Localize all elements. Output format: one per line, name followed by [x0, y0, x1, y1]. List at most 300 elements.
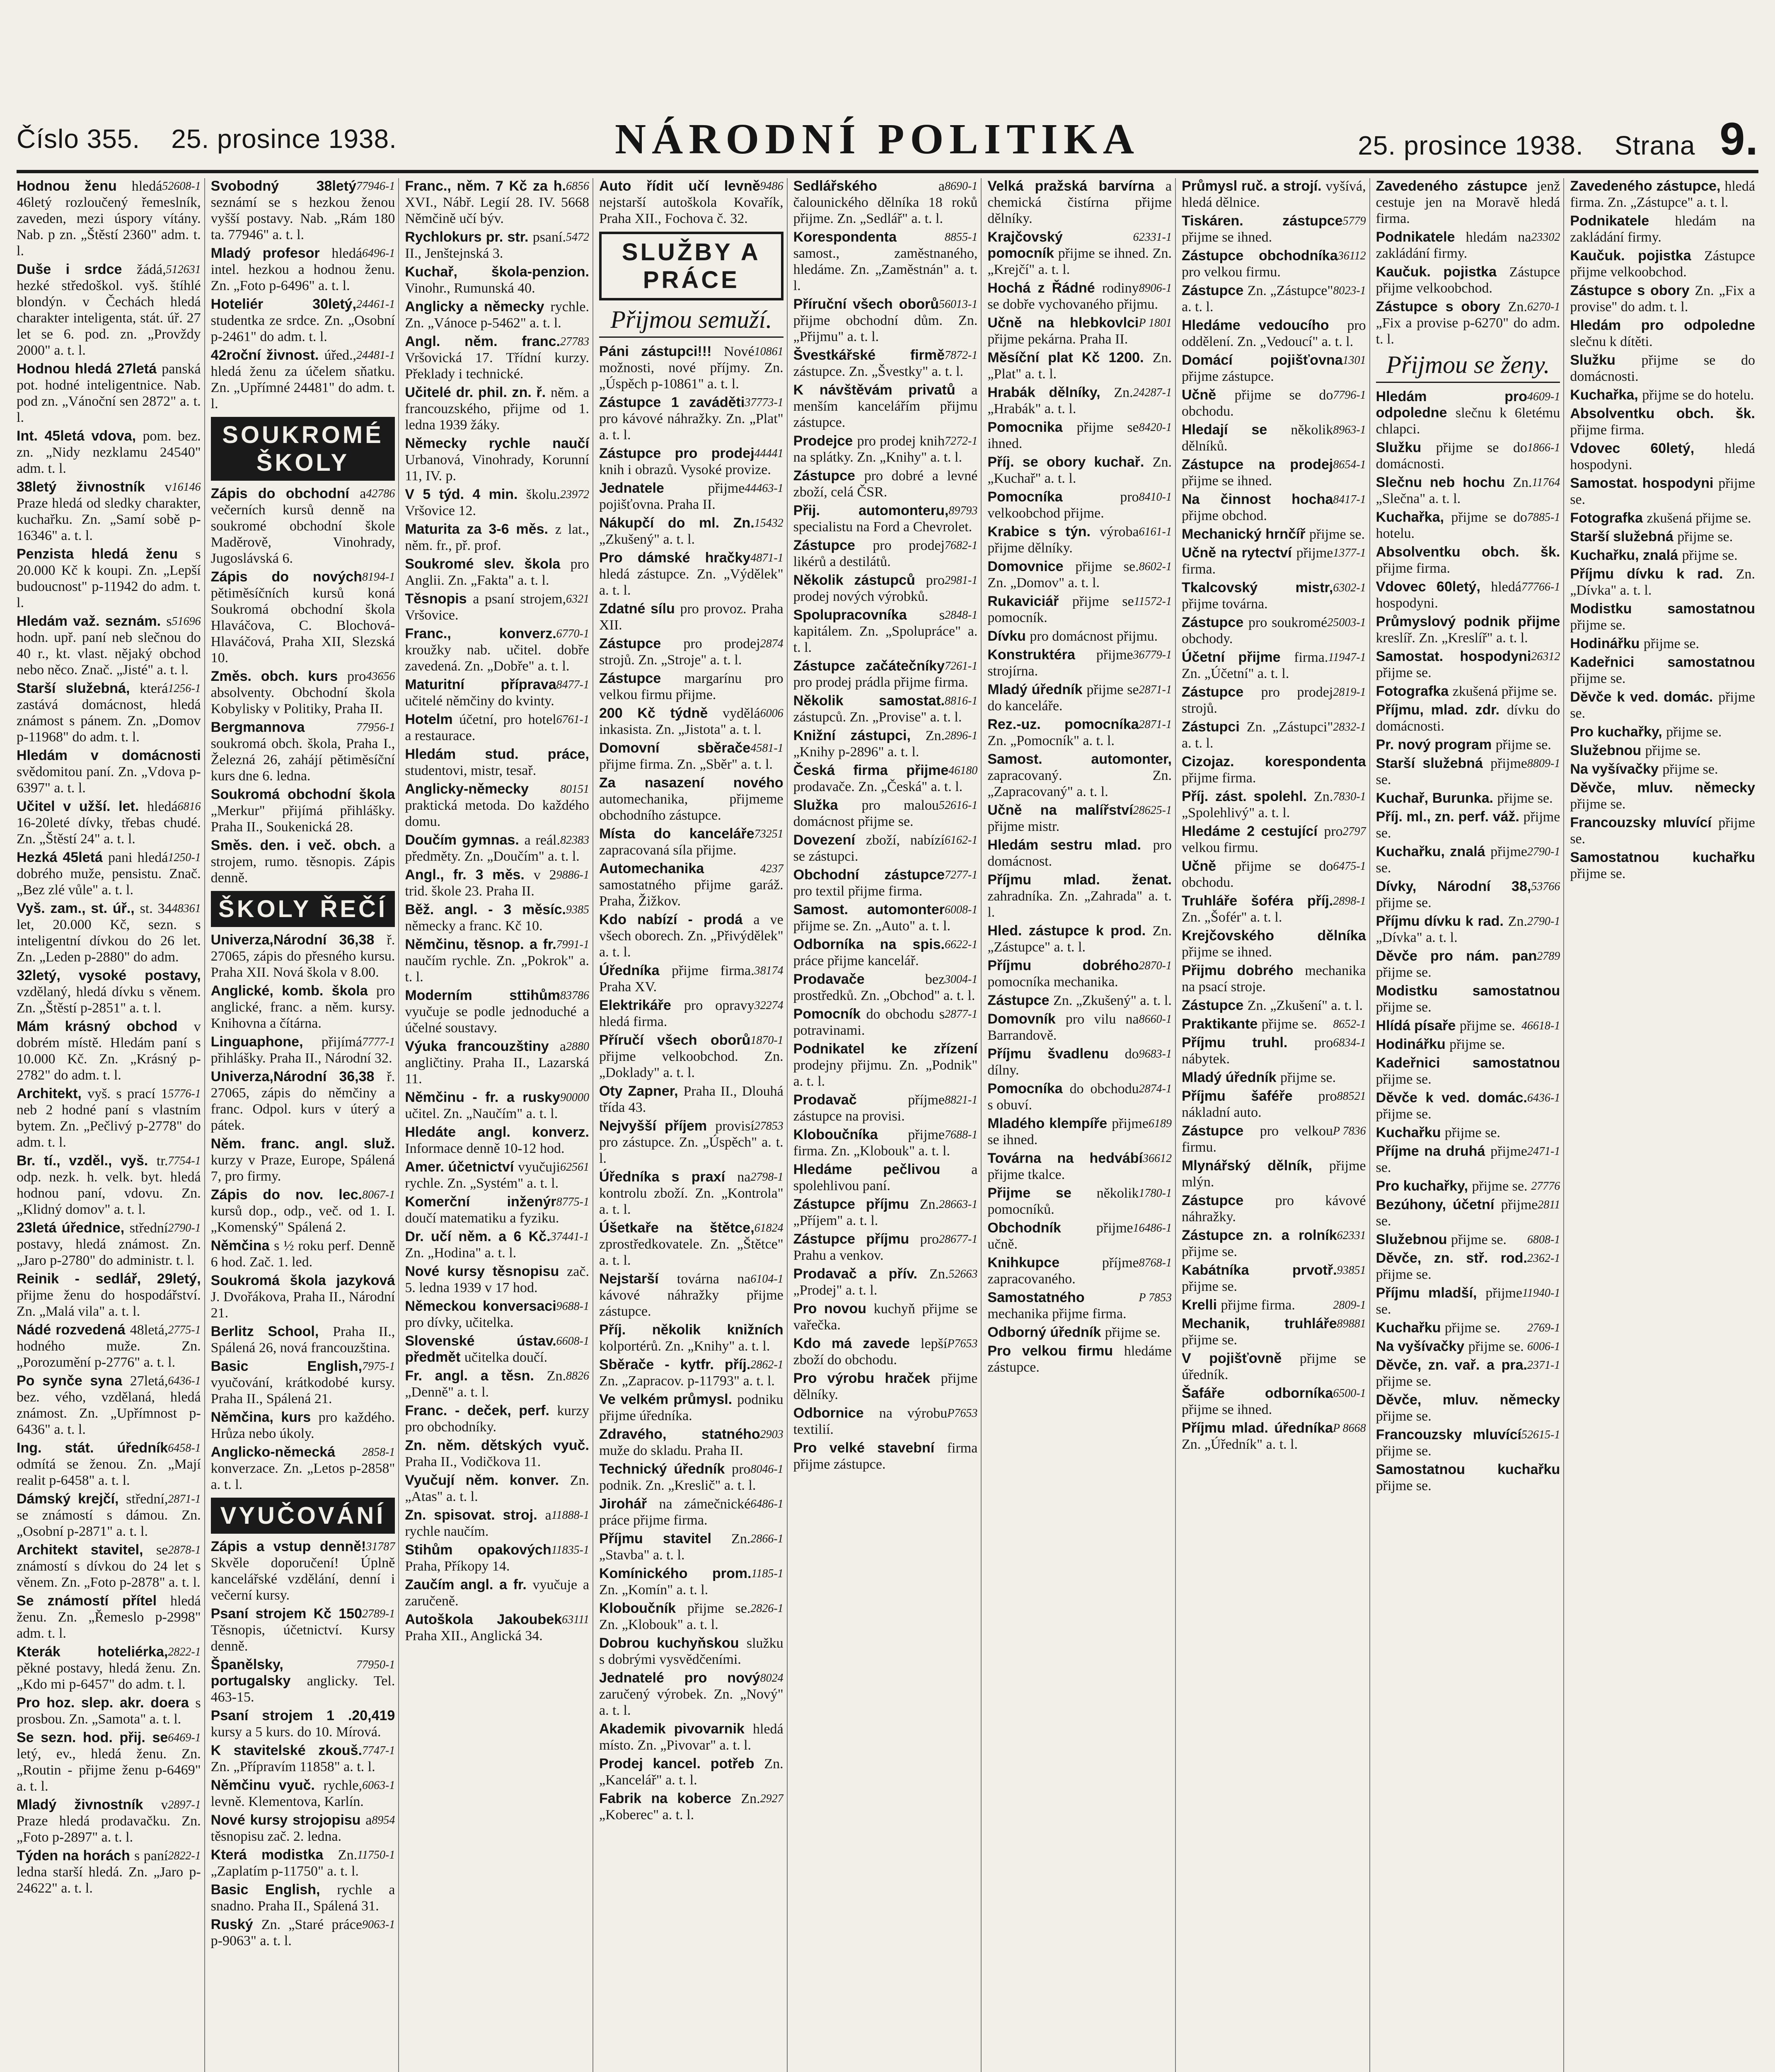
ad-heading: Francouzsky mluvící — [1376, 1427, 1521, 1443]
ad-body: prodavače. Zn. „Česká" a. t. l. — [793, 779, 963, 794]
ad-body: odmítá se ženou. Zn. „Mají realit p-6458" a. t. l. — [17, 1457, 201, 1488]
ad-body: přijme se. — [1376, 844, 1527, 876]
classified-ad — [405, 832, 589, 864]
ad-code: 6496-1 — [362, 247, 395, 260]
ad-body: přijme firma. Zn. „Klobouk" a. t. l. — [793, 1127, 950, 1159]
ad-heading: Franc., něm. 7 Kč za h. — [405, 178, 566, 194]
ad-code: P 8668 — [1333, 1422, 1366, 1435]
ad-heading: Spolupracovníka — [793, 607, 939, 623]
ad-body: pro Anglii. Zn. „Fakta" a. t. l. — [405, 557, 589, 588]
ad-heading: Služka — [793, 797, 862, 813]
ad-body: pro malou domácnost přijme se. — [793, 798, 939, 829]
classified-ad — [599, 1426, 784, 1459]
ad-code: 36612 — [1142, 1152, 1172, 1165]
classified-ad — [405, 1438, 589, 1470]
classified-ad — [987, 1343, 1172, 1375]
classified-ad — [1182, 649, 1366, 682]
ad-heading: Knihkupce — [987, 1255, 1102, 1271]
ad-body: žádá, hezké středoškol. vyš. štíhlé blondýn. v Čechách hledá charakter inteligenta, stát. úř. 27 let se 6. pod. zn. „Provždy 2000" a. t. l. — [17, 262, 201, 358]
ad-body: kroužky nab. učitel. dobře zavedená. Zn. „Dobře" a. t. l. — [405, 642, 589, 674]
classified-ad — [211, 1187, 395, 1235]
column-7 — [1182, 178, 1370, 2072]
ad-code: 89881 — [1337, 1317, 1366, 1330]
ad-heading: Příruční všech oborů — [793, 296, 939, 312]
classified-ad — [211, 486, 395, 566]
ad-body: přijme se ihned. — [1181, 230, 1272, 245]
ad-heading: Podnikatel ke zřízení — [793, 1041, 978, 1057]
ad-body: s 20.000 Kč k koupi. Zn. „Lepší budoucnost" p-11942 do adm. t. l. — [17, 547, 201, 610]
ad-code: 2981-1 — [945, 574, 978, 587]
classified-ad — [599, 1756, 784, 1788]
ad-code: 2822-1 — [168, 1646, 201, 1658]
ad-body: která zastává domácnost, hledá známost s pánem. Zn. „Domov p-11968" do adm. t. l. — [17, 681, 201, 745]
ad-code: 56013-1 — [939, 298, 978, 311]
ad-body: slečnu k dítěti. — [1570, 334, 1653, 349]
ad-body: Skvěle doporučení! Úplně kancelářské vzdělání, denní i večerní kursy. — [210, 1555, 395, 1603]
classified-ad — [17, 1271, 201, 1319]
ad-code: 5779 — [1342, 215, 1366, 228]
ad-heading: 32letý, vysoké postavy, — [17, 968, 201, 983]
ad-body: provisí pro zástupce. Zn. „Úspěch" a. t. l. — [599, 1118, 784, 1166]
classified-ad — [1182, 754, 1366, 786]
classified-ad — [211, 1812, 395, 1844]
ad-code: 6834-1 — [1333, 1036, 1366, 1049]
classified-ad — [1182, 526, 1366, 542]
ad-heading: Zavedeného zástupce, — [1570, 178, 1725, 194]
ad-heading: Změs. obch. kurs — [210, 668, 347, 684]
classified-ad — [405, 385, 589, 433]
classified-ad — [1570, 510, 1755, 526]
ad-body: přijme se. Zn. „Auto" a. t. l. — [793, 918, 950, 934]
ad-code: 8046-1 — [750, 1463, 784, 1476]
ad-body: specialistu na Ford a Chevrolet. — [793, 519, 972, 535]
ad-heading: Samostat. hospodyni — [1570, 475, 1719, 491]
ad-code: 6161-1 — [1139, 525, 1172, 538]
ad-code: 43656 — [366, 670, 395, 683]
ad-body: kursy a 5 kurs. do 10. Mírová. — [210, 1724, 381, 1740]
masthead — [17, 108, 1758, 170]
classified-ad — [1182, 1385, 1366, 1418]
ad-heading: Děvče pro nám. pan — [1376, 948, 1537, 964]
classified-ad — [599, 550, 784, 598]
classified-ad — [405, 1368, 589, 1400]
classified-ad — [793, 658, 978, 690]
ad-heading: Univerza,Národní 36,38 — [210, 932, 387, 948]
classified-ad — [987, 802, 1172, 835]
classified-ad — [405, 178, 589, 227]
ad-heading: Domovník — [987, 1011, 1066, 1027]
ad-body: Zn. „Zkušený" a. t. l. — [1053, 993, 1172, 1008]
ad-code: 23302 — [1531, 231, 1560, 244]
classified-ad — [17, 361, 201, 426]
ad-heading: Svobodný 38letý — [210, 178, 356, 194]
classified-ad — [793, 1006, 978, 1038]
ad-heading: Knižní zástupci, — [793, 728, 926, 743]
ad-code: 7682-1 — [945, 539, 978, 552]
ad-body: vydělá inkasista. Zn. „Jistota" a. t. l. — [599, 706, 762, 737]
ad-code: 6008-1 — [945, 903, 978, 916]
classified-ad — [599, 1600, 784, 1633]
classified-ad — [17, 1491, 201, 1539]
ad-heading: Nejvyšší příjem — [599, 1118, 716, 1134]
ad-code: 8821-1 — [945, 1094, 978, 1106]
ad-heading: V pojišťovně — [1181, 1351, 1300, 1366]
ad-body: Zástupce přijme velkoobchod. — [1376, 264, 1560, 296]
ad-code: 16146 — [172, 481, 201, 494]
ad-body: přijme se. — [1181, 1332, 1238, 1348]
issue-number: Číslo 355. — [17, 124, 140, 154]
ad-body: Zn. „Příjem" a. t. l. — [793, 1197, 939, 1228]
classified-ad — [599, 480, 784, 513]
classified-ad — [1570, 815, 1755, 847]
classified-ad — [1376, 683, 1560, 700]
ad-code: 512631 — [166, 263, 201, 276]
ad-body: pro kávové náhražky. Zn. „Plat" a. t. l. — [599, 411, 784, 443]
ad-body: přijme se. — [1376, 1072, 1432, 1087]
issue-date-left: 25. prosince 1938. — [171, 124, 397, 154]
ad-code: 4871-1 — [750, 552, 784, 564]
ad-code: 2858-1 — [362, 1446, 395, 1459]
ad-body: pro prodej prádla přijme firma. — [793, 675, 968, 690]
ad-body: hledá místo. Zn. „Pivovar" a. t. l. — [599, 1721, 784, 1753]
classified-ad — [17, 613, 201, 678]
ad-heading: Přijmu dobrého — [1181, 963, 1305, 978]
ad-heading: Pro kuchařky, — [1376, 1178, 1472, 1194]
ad-code: 52615-1 — [1521, 1428, 1560, 1441]
ad-heading: Služku — [1570, 352, 1642, 368]
classified-ad — [793, 1266, 978, 1298]
ad-heading: Zaučím angl. a fr. — [405, 1577, 533, 1593]
ad-code: 6162-1 — [945, 834, 978, 847]
ad-code: 2789 — [1537, 950, 1560, 963]
classified-ad — [211, 1743, 395, 1775]
ad-heading: Berlitz School, — [210, 1324, 333, 1339]
ad-body: přijme se. — [1677, 529, 1733, 545]
ad-body: přijme se. Zn. „Domov" a. t. l. — [987, 559, 1139, 591]
classified-ad — [599, 1566, 784, 1598]
classified-ad — [405, 677, 589, 709]
ad-heading: Zástupce — [599, 636, 684, 651]
ad-body: anglicky. Tel. 463-15. — [210, 1673, 395, 1705]
ad-heading: Pro kuchařky, — [1570, 724, 1666, 740]
ad-heading: Pro novou — [793, 1301, 874, 1317]
classified-ad — [1376, 649, 1560, 681]
ad-body: Zn. „Koberec" a. t. l. — [599, 1791, 760, 1823]
classified-ad — [793, 572, 978, 605]
ad-heading: Rez.-uz. pomocníka — [987, 716, 1139, 732]
ad-body: hledá ženu. Zn. „Řemeslo p-2998" adm. t. l. — [17, 1593, 201, 1641]
ad-body: něm. a francouzského, přijme od 1. ledna 1939 žáky. — [405, 385, 589, 433]
ad-body: zaručený výrobek. Zn. „Nový" a. t. l. — [599, 1687, 784, 1718]
classified-ad — [17, 1542, 201, 1590]
classified-ad — [211, 719, 395, 784]
ad-heading: Zástupce — [793, 537, 873, 553]
ad-code: 10861 — [754, 345, 784, 358]
classified-ad — [1182, 1262, 1366, 1295]
ad-heading: Reinik - sedlář, 29letý, — [17, 1271, 201, 1287]
classified-ad — [599, 1496, 784, 1528]
ad-code: 15432 — [754, 517, 784, 530]
ad-body: pěkné postavy, hledá ženu. Zn. „Kdo mi p-6457" do adm. t. l. — [17, 1661, 201, 1692]
ad-body: „Zkušený" a. t. l. — [599, 532, 695, 547]
ad-body: firma. Zn. „Účetní" a. t. l. — [1181, 650, 1328, 681]
classified-ad — [599, 912, 784, 960]
classified-ad — [1570, 566, 1755, 598]
ad-code: 6302-1 — [1333, 581, 1366, 594]
ad-body: přijme se. — [1451, 1232, 1507, 1247]
classified-ad — [405, 556, 589, 588]
ad-body: kurzy v Praze, Europe, Spálená 7, pro firmy. — [210, 1152, 395, 1184]
ad-body: přijme se ihned. — [987, 1116, 1149, 1147]
ad-heading: Němčinu vyuč. — [210, 1777, 324, 1793]
classified-ad — [1570, 636, 1755, 652]
classified-ad — [1376, 879, 1560, 911]
ad-body: podniku přijme úředníka. — [599, 1392, 784, 1423]
ad-body: soukromá obch. škola, Praha I., Železná 26, zahájí pětiměsíční kurs dne 6. ledna. — [210, 736, 395, 784]
classified-ad — [987, 1046, 1172, 1078]
ad-body: pro nákladní auto. — [1181, 1089, 1337, 1120]
ad-body: J. Dvořákova, Praha II., Národní 21. — [210, 1289, 395, 1321]
ad-heading: Dovezení — [793, 832, 866, 848]
classified-ad — [1182, 283, 1366, 315]
classified-ad — [987, 751, 1172, 800]
ad-heading: V 5 týd. 4 min. — [405, 487, 526, 502]
ad-heading: Fotografka — [1376, 683, 1453, 699]
ad-code: 53766 — [1531, 880, 1560, 893]
ad-body: přijme se. — [1468, 1339, 1524, 1354]
classified-ad — [1376, 755, 1560, 788]
ad-heading: Hoteliér 30letý, — [210, 296, 356, 312]
classified-ad — [211, 1847, 395, 1879]
ad-heading: Hezká 45letá — [17, 850, 108, 865]
classified-ad — [405, 746, 589, 779]
ad-code: 23972 — [560, 488, 589, 501]
ad-code: 1780-1 — [1139, 1187, 1172, 1200]
ad-body: praktická metoda. Do každého domu. — [405, 798, 589, 829]
ad-code: 8768-1 — [1139, 1256, 1172, 1269]
ad-body: přijme obchodní dům. Zn. „Přijmu" a. t. l. — [793, 313, 978, 344]
ad-heading: Nákupčí do ml. Zn. — [599, 515, 754, 531]
classified-ad — [1182, 1193, 1366, 1225]
ad-heading: Kadeřnici samostatnou — [1376, 1055, 1560, 1071]
ad-body: hledám na zakládání firmy. — [1570, 213, 1755, 245]
ad-body: přijme firma. Zn. „Sběr" a. t. l. — [599, 757, 773, 772]
ad-code: 8654-1 — [1333, 458, 1366, 471]
ad-heading: Se známostí přítel — [17, 1593, 171, 1609]
ad-body: účetní, pro hotel a restaurace. — [405, 712, 556, 743]
classified-ad — [1570, 780, 1755, 812]
ad-body: pomocníka mechanika. — [987, 974, 1118, 990]
ad-heading: Úředníka — [599, 963, 672, 978]
classified-ad — [599, 1635, 784, 1668]
classified-ad — [211, 983, 395, 1031]
ad-body: učitelé němčiny do kvinty. — [405, 693, 554, 709]
classified-ad — [1182, 1123, 1366, 1155]
classified-ad — [211, 838, 395, 886]
ad-heading: 200 Kč týdně — [599, 705, 723, 721]
ad-body: přijme se. — [1376, 1443, 1432, 1459]
ad-heading: Zástupce — [1181, 615, 1249, 630]
ad-body: a menším kancelářím přijmu zástupce. — [793, 382, 978, 430]
ad-heading: Kterák hoteliérka, — [17, 1644, 168, 1660]
ad-code: 8816-1 — [945, 695, 978, 707]
classified-ad — [1376, 178, 1560, 227]
classified-ad — [599, 1461, 784, 1493]
ad-code: 1301 — [1342, 354, 1366, 367]
ad-body: muže do skladu. Praha II. — [599, 1443, 743, 1458]
ad-body: Zn. „Hrabák" a. t. l. — [987, 385, 1133, 416]
ad-code: 48361 — [172, 902, 201, 915]
ad-body: do dílny. — [987, 1046, 1139, 1078]
ad-heading: Hledáte angl. konverz. — [405, 1124, 589, 1140]
classified-ad — [793, 347, 978, 380]
ad-heading: Korespondenta — [793, 229, 897, 245]
classified-ad — [211, 347, 395, 412]
ad-body: pro nábytek. — [1181, 1035, 1333, 1067]
ad-heading: Několik zástupců — [793, 572, 926, 588]
ad-heading: Cizojaz. korespondenta — [1181, 754, 1366, 770]
ad-body: přijme ženu do hospodářství. Zn. „Malá vila" a. t. l. — [17, 1288, 201, 1319]
classified-ad — [987, 1290, 1172, 1322]
ad-code: 7277-1 — [945, 869, 978, 881]
classified-ad — [793, 937, 978, 969]
ad-heading: Fr. angl. a těsn. — [405, 1368, 547, 1384]
ad-body: Zn. „Šofér" a. t. l. — [1181, 910, 1282, 925]
classified-ad — [17, 1644, 201, 1692]
ad-code: 2866-1 — [750, 1532, 784, 1545]
ad-body: přijme mistr. — [987, 819, 1060, 834]
page-label: Strana — [1614, 130, 1695, 160]
ad-body: kolportérů. Zn. „Knihy" a. t. l. — [599, 1339, 770, 1354]
ad-heading: Zápis do nových — [210, 569, 362, 585]
ad-heading: Psaní strojem 1 .20,419 — [210, 1708, 395, 1723]
classified-ad — [211, 1657, 395, 1705]
classified-ad — [793, 1092, 978, 1124]
ad-body: slečnu k 6letému chlapci. — [1376, 405, 1560, 437]
classified-ad — [793, 728, 978, 760]
ad-body: přijímá přihlášky. Praha II., Národní 32. — [210, 1034, 392, 1066]
ad-code: 7261-1 — [945, 660, 978, 673]
ad-code: 2798-1 — [750, 1171, 784, 1184]
ad-code: 8023-1 — [1333, 284, 1366, 297]
classified-ad — [1182, 615, 1366, 647]
ad-body: z lat., něm. fr., př. prof. — [405, 522, 589, 553]
ad-heading: Zástupce 1 zaváděti — [599, 395, 745, 410]
ad-heading: Několik samostat. — [793, 693, 945, 709]
ad-body: kurzy pro obchodníky. — [405, 1403, 589, 1435]
ad-body: přijme se. — [1570, 690, 1755, 721]
classified-ad — [17, 1440, 201, 1489]
ad-heading: Učitel v užší. let. — [17, 799, 148, 814]
ad-heading: Kuchař, Burunka. — [1376, 790, 1497, 806]
ad-body: zkušená přijme se. — [1647, 511, 1751, 526]
ad-body: bez prostředků. Zn. „Obchod" a. t. l. — [793, 972, 975, 1003]
ad-heading: 23letá úřednice, — [17, 1220, 130, 1236]
ad-heading: Angl., fr. 3 měs. — [405, 867, 534, 883]
ad-heading: Česká firma přijme — [793, 762, 949, 778]
ad-heading: Příj. se obory kuchař. — [987, 454, 1153, 470]
ad-body: hledám na zakládání firmy. — [1376, 230, 1531, 261]
classified-ad — [793, 867, 978, 899]
ad-heading: Šafáře odborníka — [1181, 1385, 1333, 1401]
ad-body: Zn. „Přípravím 11858" a. t. l. — [210, 1759, 375, 1774]
ad-heading: Automechanika — [599, 861, 704, 876]
classified-ad — [599, 178, 784, 227]
classified-ad — [987, 958, 1172, 990]
classified-ad — [599, 344, 784, 392]
ad-heading: Příjmu stavitel — [599, 1531, 732, 1547]
classified-ad — [405, 299, 589, 331]
ad-heading: Samost. automonter, — [987, 751, 1172, 767]
ad-body: pětiměsíčních kursů koná Soukromá obchodní škola Hlaváčova, C. Blochová-Hlaváčová, Praha XII, Slezská 10. — [210, 586, 395, 666]
ad-code: 9063-1 — [362, 1918, 395, 1931]
classified-ad — [1570, 213, 1755, 245]
ad-code: 44463-1 — [745, 482, 784, 495]
section-banner: SOUKROMÉ ŠKOLY — [211, 417, 395, 481]
ad-body: pom. bez. zn. „Nidy nezklamu 24540" adm. t. l. — [17, 428, 201, 476]
ad-heading: Prodavač a přív. — [793, 1266, 930, 1282]
ad-body: samost., zaměstnaného, hledáme. Zn. „Zaměstnán" a. t. l. — [793, 246, 978, 293]
ad-code: 7991-1 — [556, 938, 589, 951]
ad-heading: Dívku — [987, 628, 1030, 644]
ad-heading: Penzista hledá ženu — [17, 546, 196, 562]
classified-ad — [599, 1032, 784, 1081]
ad-code: 8906-1 — [1139, 282, 1172, 295]
ad-body: přijme se. — [1376, 756, 1527, 787]
ad-body: Zn. „Fix a provise p-6270" do adm. t. l. — [1376, 299, 1560, 347]
classified-ad — [1376, 1392, 1560, 1424]
ad-code: 8652-1 — [1333, 1018, 1366, 1031]
ad-code: 6321 — [566, 593, 589, 605]
classified-ad — [405, 334, 589, 382]
ad-body: zapracovaná síla přijme. — [599, 842, 737, 858]
ad-heading: Samostatnou kuchařku — [1376, 1462, 1560, 1477]
ad-heading: Komínického prom. — [599, 1566, 752, 1581]
classified-ad — [211, 668, 395, 717]
ad-heading: Nové kursy strojopisu — [210, 1812, 366, 1828]
classified-ad — [599, 636, 784, 668]
ad-body: v 2 trid. škole 23. Praha II. — [405, 867, 556, 899]
classified-ad — [17, 1797, 201, 1845]
ad-heading: Odborníka na spis. — [793, 937, 945, 952]
ad-code: 11947-1 — [1328, 651, 1366, 664]
column-2 — [211, 178, 399, 2072]
ad-heading: Absolventku obch. šk. — [1570, 406, 1755, 421]
ad-body: Zn. „Úředník" a. t. l. — [1181, 1437, 1298, 1452]
ad-body: německy a franc. Kč 10. — [405, 918, 543, 934]
ad-code: 9886-1 — [556, 869, 589, 881]
ad-body: pro soukromé obchody. — [1181, 615, 1328, 646]
ad-heading: Mám krásný obchod — [17, 1019, 194, 1034]
ad-code: 8660-1 — [1139, 1013, 1172, 1026]
ad-body: přijme továrna. — [1181, 596, 1268, 612]
ad-heading: Praktikante — [1181, 1016, 1262, 1032]
ad-body: na kontrolu zboží. Zn. „Kontrola" a. t. l. — [599, 1169, 784, 1217]
ad-code: 77956-1 — [356, 721, 395, 734]
ad-body: s kapitálem. Zn. „Spolupráce" a. t. l. — [793, 608, 978, 655]
classified-ad — [987, 1220, 1172, 1252]
classified-ad — [1182, 1088, 1366, 1121]
ad-heading: Služebnou — [1376, 1232, 1451, 1247]
ad-body: přijme firma. — [1181, 545, 1333, 577]
classified-ad — [793, 1127, 978, 1159]
classified-ad — [17, 1086, 201, 1150]
ad-body: s hodn. upř. paní neb slečnou do 40 r., kt. vlast. nějaký obchod nebo něco. Znač. „Jisté" a. t. l. — [17, 614, 201, 678]
classified-ad — [599, 601, 784, 633]
ad-heading: Továrna na hedvábí — [987, 1150, 1143, 1166]
ad-body: letý, ev., hledá ženu. Zn. „Routin - přijme ženu p-6469" a. t. l. — [17, 1746, 201, 1794]
ad-code: 8067-1 — [362, 1188, 395, 1201]
